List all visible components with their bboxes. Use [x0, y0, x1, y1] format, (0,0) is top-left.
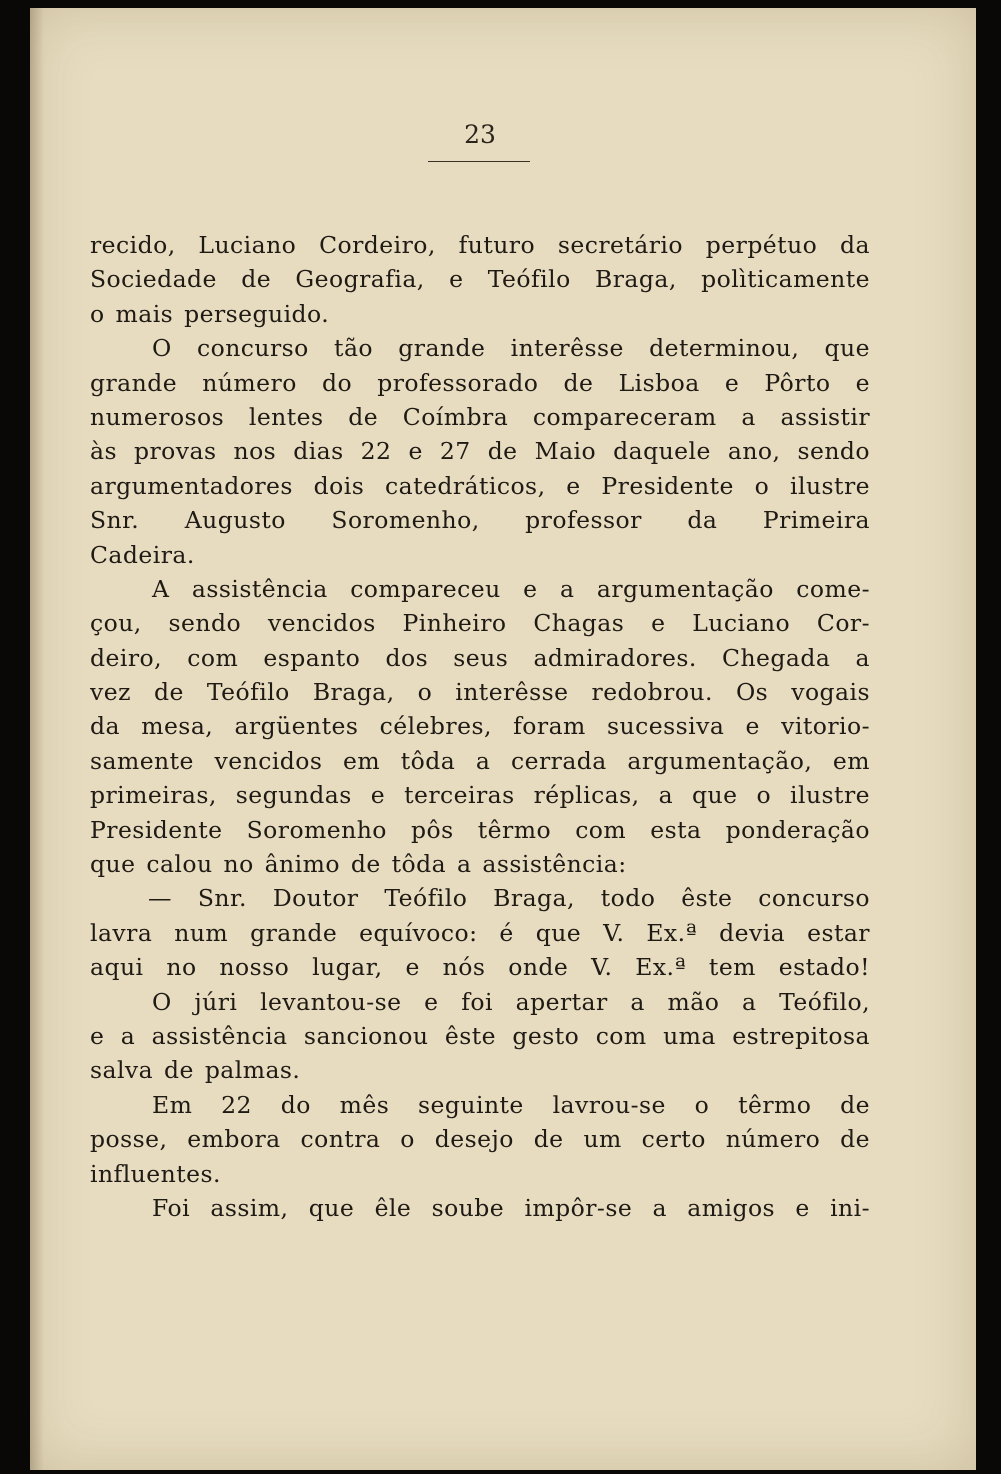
text-line: aqui no nosso lugar, e nós onde V. Ex.ª tem estado!: [90, 953, 870, 982]
text-line: Sociedade de Geografia, e Teófilo Braga, polìticamente: [90, 265, 870, 294]
text-line: influentes.: [90, 1159, 221, 1188]
text-line: grande número do professorado de Lisboa e Pôrto e: [90, 368, 870, 397]
text-line: da mesa, argüentes célebres, foram sucessiva e vitorio-: [90, 712, 870, 741]
body-text: [90, 228, 870, 1225]
text-line: deiro, com espanto dos seus admiradores. Chegada a: [90, 643, 870, 672]
text-line: Presidente Soromenho pôs têrmo com esta ponderação: [90, 815, 870, 844]
text-line: salva de palmas.: [90, 1056, 301, 1085]
text-line: Snr. Augusto Soromenho, professor da Primeira: [90, 506, 870, 535]
text-line: — Snr. Doutor Teófilo Braga, todo êste concurso: [148, 884, 870, 913]
text-line: e a assistência sancionou êste gesto com uma estrepitosa: [90, 1021, 870, 1050]
text-line: A assistência compareceu e a argumentação come-: [152, 574, 870, 603]
page-number: 23: [464, 120, 496, 149]
text-line: posse, embora contra o desejo de um certo número de: [90, 1125, 870, 1154]
text-line: O concurso tão grande interêsse determinou, que: [152, 334, 870, 363]
text-line: lavra num grande equívoco: é que V. Ex.ª devia estar: [90, 918, 870, 947]
text-line: numerosos lentes de Coímbra compareceram a assistir: [90, 402, 870, 431]
text-line: que calou no ânimo de tôda a assistência:: [90, 850, 627, 879]
text-line: às provas nos dias 22 e 27 de Maio daquele ano, sendo: [90, 437, 870, 466]
text-line: o mais perseguido.: [90, 299, 330, 328]
book-page: [30, 8, 976, 1470]
text-line: Cadeira.: [90, 540, 195, 569]
text-line: Foi assim, que êle soube impôr-se a amigos e ini-: [152, 1193, 870, 1222]
text-line: Em 22 do mês seguinte lavrou-se o têrmo de: [152, 1090, 870, 1119]
text-line: vez de Teófilo Braga, o interêsse redobrou. Os vogais: [90, 678, 870, 707]
text-line: recido, Luciano Cordeiro, futuro secretário perpétuo da: [90, 231, 870, 259]
text-line: samente vencidos em tôda a cerrada argumentação, em: [90, 746, 870, 775]
text-line: çou, sendo vencidos Pinheiro Chagas e Luciano Cor-: [90, 609, 870, 638]
text-line: argumentadores dois catedráticos, e Presidente o ilustre: [90, 471, 870, 500]
text-line: O júri levantou-se e foi apertar a mão a Teófilo,: [152, 987, 870, 1016]
text-line: primeiras, segundas e terceiras réplicas, a que o ilustre: [90, 781, 870, 810]
page-number-rule: [428, 161, 530, 162]
